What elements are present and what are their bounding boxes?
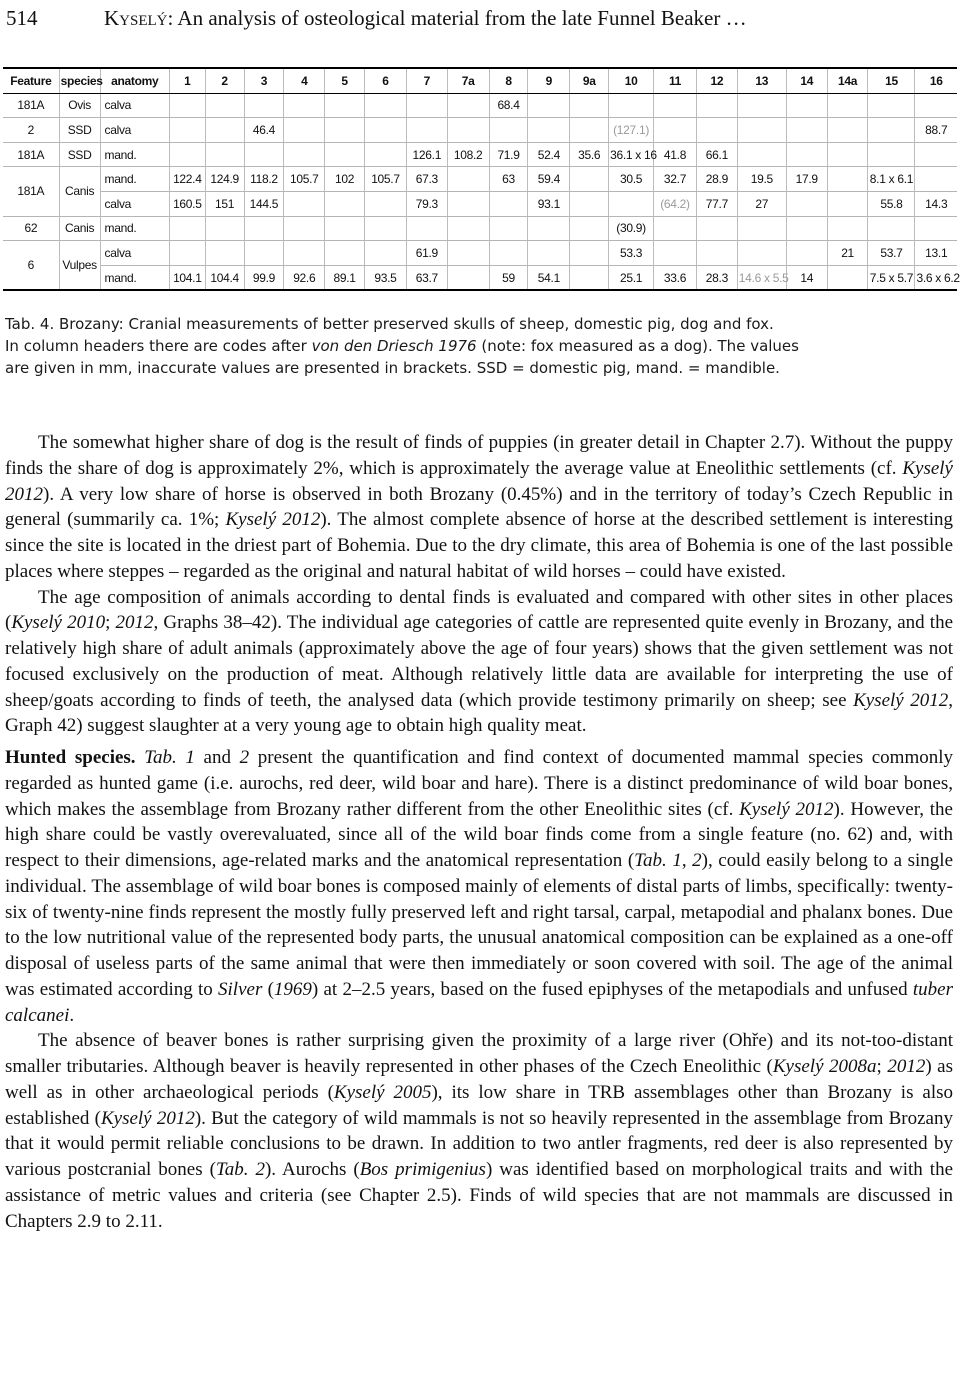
column-header: 3 bbox=[244, 68, 284, 93]
column-header: 6 bbox=[365, 68, 407, 93]
value-cell bbox=[406, 216, 447, 241]
value-cell: (64.2) bbox=[654, 191, 697, 216]
column-header: 11 bbox=[654, 68, 697, 93]
value-cell: 25.1 bbox=[609, 265, 654, 290]
text: ). But the category of wild mammals is not so heavily represented in the assemblage from Brozany that it would permit reliable conclusions to be drawn. In addition to two antler fragments, red deer is also represented by various postcranial bones ( bbox=[5, 1107, 953, 1180]
value-cell: 33.6 bbox=[654, 265, 697, 290]
value-cell bbox=[447, 241, 489, 266]
value-cell: 63 bbox=[489, 167, 528, 192]
citation: Kyselý 2012 bbox=[5, 457, 953, 505]
text: ; bbox=[876, 1056, 888, 1077]
value-cell bbox=[447, 265, 489, 290]
value-cell bbox=[570, 118, 609, 143]
species-cell: Canis bbox=[59, 216, 100, 241]
text: ), could easily belong to a single individual. The assemblage of wild boar bones is composed mainly of elements of distal parts of limbs, specifically: twenty-six of twenty-nine finds represent the mostly fully preserved left and right tarsal, carpal, metapodial and phalanx bones. Due to the low nutritional value of the represented body parts, the unusual anatomical composition can be explained as a one-off disposal of useless parts of the same animal that were then immediately or soon covered with soil. The age of the animal was estimated according to bbox=[5, 850, 954, 1000]
value-cell: 7.5 x 5.7 bbox=[868, 265, 915, 290]
value-cell: 41.8 bbox=[654, 142, 697, 167]
value-cell bbox=[827, 93, 868, 118]
value-cell bbox=[244, 216, 284, 241]
value-cell bbox=[570, 216, 609, 241]
table-header-row bbox=[3, 68, 957, 93]
feature-cell: 6 bbox=[3, 241, 59, 291]
value-cell: 67.3 bbox=[406, 167, 447, 192]
value-cell: 93.1 bbox=[528, 191, 570, 216]
text: ). However, the high share could be vastly overevaluated, since all of the wild boar finds come from a single feature (no. 62) and, with respect to their dimensions, age-related marks and the anatomical representation ( bbox=[5, 798, 953, 871]
value-cell bbox=[915, 216, 957, 241]
value-cell bbox=[447, 93, 489, 118]
value-cell bbox=[365, 216, 407, 241]
value-cell bbox=[169, 216, 205, 241]
column-header: 13 bbox=[737, 68, 786, 93]
value-cell: 54.1 bbox=[528, 265, 570, 290]
citation: Tab. 1 bbox=[634, 850, 682, 871]
column-header: 14a bbox=[827, 68, 868, 93]
value-cell bbox=[827, 265, 868, 290]
term: tuber calcanei bbox=[5, 978, 954, 1026]
table-caption bbox=[5, 313, 955, 379]
value-cell: 30.5 bbox=[609, 167, 654, 192]
citation: 2012 bbox=[115, 612, 154, 634]
value-cell bbox=[244, 241, 284, 266]
value-cell: 79.3 bbox=[406, 191, 447, 216]
value-cell bbox=[284, 118, 325, 143]
column-header: 16 bbox=[915, 68, 957, 93]
value-cell: 88.7 bbox=[915, 118, 957, 143]
caption-citation: von den Driesch 1976 bbox=[311, 337, 477, 355]
value-cell bbox=[528, 118, 570, 143]
text: ). A very low share of horse is observed in both Brozany (0.45%) and in the territory of today’s Czech Republic in general (summarily ca. 1%; bbox=[5, 483, 953, 531]
feature-cell: 181A bbox=[3, 167, 59, 216]
value-cell bbox=[365, 241, 407, 266]
citation: 1969 bbox=[273, 978, 312, 1000]
paragraph bbox=[5, 585, 953, 740]
value-cell bbox=[827, 167, 868, 192]
value-cell bbox=[169, 93, 205, 118]
value-cell bbox=[489, 191, 528, 216]
citation: Tab. 2 bbox=[215, 1159, 265, 1180]
term: Bos primigenius bbox=[359, 1159, 486, 1180]
column-header: 9a bbox=[570, 68, 609, 93]
value-cell bbox=[696, 241, 737, 266]
body-text bbox=[5, 430, 953, 1234]
species-cell: Canis bbox=[59, 167, 100, 216]
text: . bbox=[69, 1004, 75, 1026]
value-cell bbox=[169, 118, 205, 143]
value-cell: 59 bbox=[489, 265, 528, 290]
table-row bbox=[3, 93, 957, 118]
column-header: 15 bbox=[868, 68, 915, 93]
value-cell bbox=[284, 241, 325, 266]
value-cell bbox=[325, 191, 365, 216]
running-head-title: : An analysis of osteological material from the late Funnel Beaker … bbox=[167, 6, 747, 30]
citation: Tab. 1 bbox=[144, 747, 195, 768]
section-heading: Hunted species. bbox=[5, 747, 136, 768]
text: The absence of beaver bones is rather surprising given the proximity of a large river (Ohře) and its not-too-distant smaller tributaries. Although beaver is heavily represented in other phases of the Czech Eneolithic ( bbox=[5, 1030, 953, 1077]
citation: Kyselý 2012 bbox=[853, 689, 949, 711]
page-number: 514 bbox=[6, 6, 38, 30]
anatomy-cell: mand. bbox=[100, 142, 169, 167]
value-cell bbox=[205, 93, 244, 118]
value-cell bbox=[406, 93, 447, 118]
anatomy-cell: mand. bbox=[100, 167, 169, 192]
value-cell bbox=[365, 142, 407, 167]
value-cell bbox=[244, 142, 284, 167]
text: ). Aurochs ( bbox=[264, 1159, 360, 1180]
text: ) at 2–2.5 years, based on the fused epiphyses of the metapodials and unfused bbox=[311, 978, 913, 1000]
value-cell bbox=[654, 241, 697, 266]
value-cell bbox=[827, 191, 868, 216]
value-cell bbox=[528, 93, 570, 118]
text: ). The almost complete absence of horse at the described settlement is interesting since the site is located in the driest part of Bohemia. Due to the dry climate, this area of Bohemia is one of the last possible places where steppes – regarded as the original and natural habitat of wild horses – could have existed. bbox=[5, 509, 953, 582]
value-cell bbox=[786, 241, 827, 266]
running-head bbox=[6, 6, 950, 30]
citation: Kyselý 2005 bbox=[333, 1081, 432, 1103]
column-header: 7a bbox=[447, 68, 489, 93]
value-cell bbox=[447, 216, 489, 241]
table-row bbox=[3, 216, 957, 241]
value-cell bbox=[244, 93, 284, 118]
table-row bbox=[3, 265, 957, 290]
text: and bbox=[194, 747, 240, 768]
value-cell bbox=[169, 241, 205, 266]
value-cell bbox=[609, 191, 654, 216]
column-header: species bbox=[59, 68, 100, 93]
table-row bbox=[3, 167, 957, 192]
value-cell: 105.7 bbox=[365, 167, 407, 192]
value-cell: 61.9 bbox=[406, 241, 447, 266]
feature-cell: 181A bbox=[3, 93, 59, 118]
value-cell: 99.9 bbox=[244, 265, 284, 290]
value-cell bbox=[365, 191, 407, 216]
text: present the quantification and find context of documented mammal species commonly regarded as hunted game (i.e. aurochs, red deer, wild boar and hare). There is a distinct predominance of wild boar bones, which makes the assemblage from Brozany rather different from the other Eneolithic sites (cf. bbox=[5, 747, 953, 820]
table-row bbox=[3, 241, 957, 266]
paragraph bbox=[5, 430, 953, 585]
text: ), its low share in TRB assemblages other than Brozany is also established ( bbox=[5, 1081, 953, 1129]
value-cell bbox=[737, 93, 786, 118]
column-header: anatomy bbox=[100, 68, 169, 93]
value-cell: (30.9) bbox=[609, 216, 654, 241]
column-header: 14 bbox=[786, 68, 827, 93]
value-cell: 52.4 bbox=[528, 142, 570, 167]
citation: Kyselý 2012 bbox=[739, 798, 834, 820]
value-cell bbox=[696, 118, 737, 143]
value-cell: 124.9 bbox=[205, 167, 244, 192]
species-cell: Vulpes bbox=[59, 241, 100, 291]
value-cell: 27 bbox=[737, 191, 786, 216]
citation: Kyselý 2008a bbox=[772, 1056, 877, 1077]
value-cell: 3.6 x 6.2 bbox=[915, 265, 957, 290]
caption-line bbox=[5, 335, 955, 357]
value-cell: 63.7 bbox=[406, 265, 447, 290]
value-cell bbox=[868, 216, 915, 241]
text: The age composition of animals according to dental finds is evaluated and compared with other sites in other places ( bbox=[5, 586, 953, 634]
value-cell bbox=[915, 167, 957, 192]
value-cell bbox=[737, 216, 786, 241]
species-cell: SSD bbox=[59, 142, 100, 167]
column-header: 7 bbox=[406, 68, 447, 93]
value-cell bbox=[868, 93, 915, 118]
value-cell: 35.6 bbox=[570, 142, 609, 167]
value-cell bbox=[205, 241, 244, 266]
value-cell: 13.1 bbox=[915, 241, 957, 266]
value-cell: 32.7 bbox=[654, 167, 697, 192]
value-cell bbox=[365, 93, 407, 118]
column-header: 9 bbox=[528, 68, 570, 93]
value-cell: 144.5 bbox=[244, 191, 284, 216]
anatomy-cell: mand. bbox=[100, 265, 169, 290]
value-cell: 28.3 bbox=[696, 265, 737, 290]
column-header: 2 bbox=[205, 68, 244, 93]
feature-cell: 181A bbox=[3, 142, 59, 167]
value-cell: 68.4 bbox=[489, 93, 528, 118]
value-cell bbox=[489, 216, 528, 241]
caption-line: Tab. 4. Brozany: Cranial measurements of better preserved skulls of sheep, domestic pig, dog and fox. bbox=[5, 315, 774, 333]
measurements-table bbox=[3, 67, 960, 291]
value-cell: 77.7 bbox=[696, 191, 737, 216]
paragraph bbox=[5, 1028, 953, 1234]
value-cell: 8.1 x 6.1 bbox=[868, 167, 915, 192]
anatomy-cell: mand. bbox=[100, 216, 169, 241]
value-cell bbox=[868, 118, 915, 143]
value-cell: 21 bbox=[827, 241, 868, 266]
feature-cell: 62 bbox=[3, 216, 59, 241]
running-head-author: Kyselý bbox=[104, 6, 168, 30]
column-header: 4 bbox=[284, 68, 325, 93]
caption-text: In column headers there are codes after bbox=[5, 337, 312, 355]
value-cell bbox=[654, 118, 697, 143]
value-cell bbox=[737, 118, 786, 143]
citation: 2 bbox=[239, 747, 250, 768]
value-cell: 93.5 bbox=[365, 265, 407, 290]
value-cell: 160.5 bbox=[169, 191, 205, 216]
value-cell: 53.7 bbox=[868, 241, 915, 266]
citation: 2 bbox=[692, 850, 702, 871]
value-cell bbox=[696, 93, 737, 118]
value-cell bbox=[570, 241, 609, 266]
column-header: Feature bbox=[3, 68, 59, 93]
value-cell bbox=[827, 216, 868, 241]
value-cell: 102 bbox=[325, 167, 365, 192]
text: The somewhat higher share of dog is the result of finds of puppies (in greater detail in Chapter 2.7). Without the puppy finds the share of dog is approximately 2%, which is approximately the average value at Eneolithic settlements (cf. bbox=[5, 432, 953, 479]
value-cell bbox=[406, 118, 447, 143]
text: ) was identified based on morphological traits and with the assistance of metric values and criteria (see Chapter 2.5). Finds of wild species that are not mammals are discussed in Chapters 2.9 to 2.11. bbox=[5, 1159, 953, 1232]
value-cell bbox=[325, 216, 365, 241]
value-cell bbox=[786, 118, 827, 143]
column-header: 1 bbox=[169, 68, 205, 93]
value-cell: 19.5 bbox=[737, 167, 786, 192]
feature-cell: 2 bbox=[3, 118, 59, 143]
citation: Kyselý 2010 bbox=[11, 612, 106, 634]
text: ( bbox=[262, 978, 274, 1000]
value-cell bbox=[325, 118, 365, 143]
caption-line: are given in mm, inaccurate values are presented in brackets. SSD = domestic pig, mand. = mandible. bbox=[5, 359, 780, 377]
text: , bbox=[681, 850, 693, 871]
anatomy-cell: calva bbox=[100, 93, 169, 118]
value-cell: 104.1 bbox=[169, 265, 205, 290]
citation: Kyselý 2012 bbox=[100, 1107, 195, 1129]
value-cell: 53.3 bbox=[609, 241, 654, 266]
value-cell: 104.4 bbox=[205, 265, 244, 290]
value-cell bbox=[325, 93, 365, 118]
value-cell: 59.4 bbox=[528, 167, 570, 192]
value-cell bbox=[915, 142, 957, 167]
column-header: 5 bbox=[325, 68, 365, 93]
value-cell: 55.8 bbox=[868, 191, 915, 216]
value-cell bbox=[528, 216, 570, 241]
value-cell bbox=[528, 241, 570, 266]
value-cell bbox=[570, 167, 609, 192]
value-cell bbox=[284, 191, 325, 216]
value-cell bbox=[609, 93, 654, 118]
citation: Silver bbox=[218, 978, 263, 1000]
value-cell: 151 bbox=[205, 191, 244, 216]
value-cell: 92.6 bbox=[284, 265, 325, 290]
value-cell bbox=[447, 191, 489, 216]
value-cell: 14 bbox=[786, 265, 827, 290]
value-cell: 14.6 x 5.5 bbox=[737, 265, 786, 290]
value-cell bbox=[654, 93, 697, 118]
value-cell: 14.3 bbox=[915, 191, 957, 216]
value-cell: 17.9 bbox=[786, 167, 827, 192]
value-cell bbox=[827, 142, 868, 167]
value-cell bbox=[786, 216, 827, 241]
value-cell bbox=[205, 142, 244, 167]
value-cell bbox=[205, 118, 244, 143]
species-cell: Ovis bbox=[59, 93, 100, 118]
value-cell: (127.1) bbox=[609, 118, 654, 143]
value-cell bbox=[654, 216, 697, 241]
value-cell: 89.1 bbox=[325, 265, 365, 290]
value-cell bbox=[570, 265, 609, 290]
value-cell bbox=[868, 142, 915, 167]
value-cell bbox=[365, 118, 407, 143]
text bbox=[136, 747, 145, 768]
value-cell bbox=[827, 118, 868, 143]
caption-text: (note: fox measured as a dog). The values bbox=[476, 337, 799, 355]
table-row bbox=[3, 142, 957, 167]
anatomy-cell: calva bbox=[100, 241, 169, 266]
value-cell: 46.4 bbox=[244, 118, 284, 143]
value-cell bbox=[915, 93, 957, 118]
value-cell bbox=[570, 191, 609, 216]
column-header: 10 bbox=[609, 68, 654, 93]
value-cell bbox=[447, 167, 489, 192]
value-cell bbox=[696, 216, 737, 241]
text: , Graph 42) suggest slaughter at a very young age to obtain high quality meat. bbox=[5, 689, 953, 737]
value-cell bbox=[447, 118, 489, 143]
table-row bbox=[3, 191, 957, 216]
value-cell bbox=[570, 93, 609, 118]
anatomy-cell: calva bbox=[100, 118, 169, 143]
value-cell: 28.9 bbox=[696, 167, 737, 192]
text: ) as well as in other archaeological periods ( bbox=[5, 1056, 953, 1103]
value-cell: 118.2 bbox=[244, 167, 284, 192]
citation: 2012 bbox=[887, 1056, 926, 1077]
citation: Kyselý 2012 bbox=[225, 509, 321, 531]
text: ; bbox=[105, 612, 116, 634]
value-cell: 36.1 x 16 bbox=[609, 142, 654, 167]
value-cell bbox=[325, 241, 365, 266]
value-cell: 66.1 bbox=[696, 142, 737, 167]
value-cell bbox=[325, 142, 365, 167]
value-cell: 105.7 bbox=[284, 167, 325, 192]
value-cell bbox=[786, 93, 827, 118]
value-cell bbox=[169, 142, 205, 167]
value-cell bbox=[489, 241, 528, 266]
paragraph bbox=[5, 745, 953, 1028]
value-cell: 122.4 bbox=[169, 167, 205, 192]
text: , Graphs 38–42). The individual age categories of cattle are represented quite evenly in Brozany, and the relatively high share of adult animals (approximately above the age of four years) shows that the given settlement was not focused exclusively on the production of meat. Although relatively little data are available for interpreting the use of sheep/goats according to finds of teeth, the analysed data (which provide testimony primarily on sheep; see bbox=[5, 612, 953, 711]
value-cell bbox=[284, 93, 325, 118]
value-cell bbox=[737, 142, 786, 167]
species-cell: SSD bbox=[59, 118, 100, 143]
value-cell bbox=[786, 142, 827, 167]
value-cell bbox=[205, 216, 244, 241]
value-cell bbox=[737, 241, 786, 266]
value-cell: 126.1 bbox=[406, 142, 447, 167]
value-cell bbox=[786, 191, 827, 216]
column-header: 12 bbox=[696, 68, 737, 93]
value-cell: 71.9 bbox=[489, 142, 528, 167]
anatomy-cell: calva bbox=[100, 191, 169, 216]
column-header: 8 bbox=[489, 68, 528, 93]
table-row bbox=[3, 118, 957, 143]
value-cell: 108.2 bbox=[447, 142, 489, 167]
value-cell bbox=[284, 216, 325, 241]
value-cell bbox=[284, 142, 325, 167]
value-cell bbox=[489, 118, 528, 143]
